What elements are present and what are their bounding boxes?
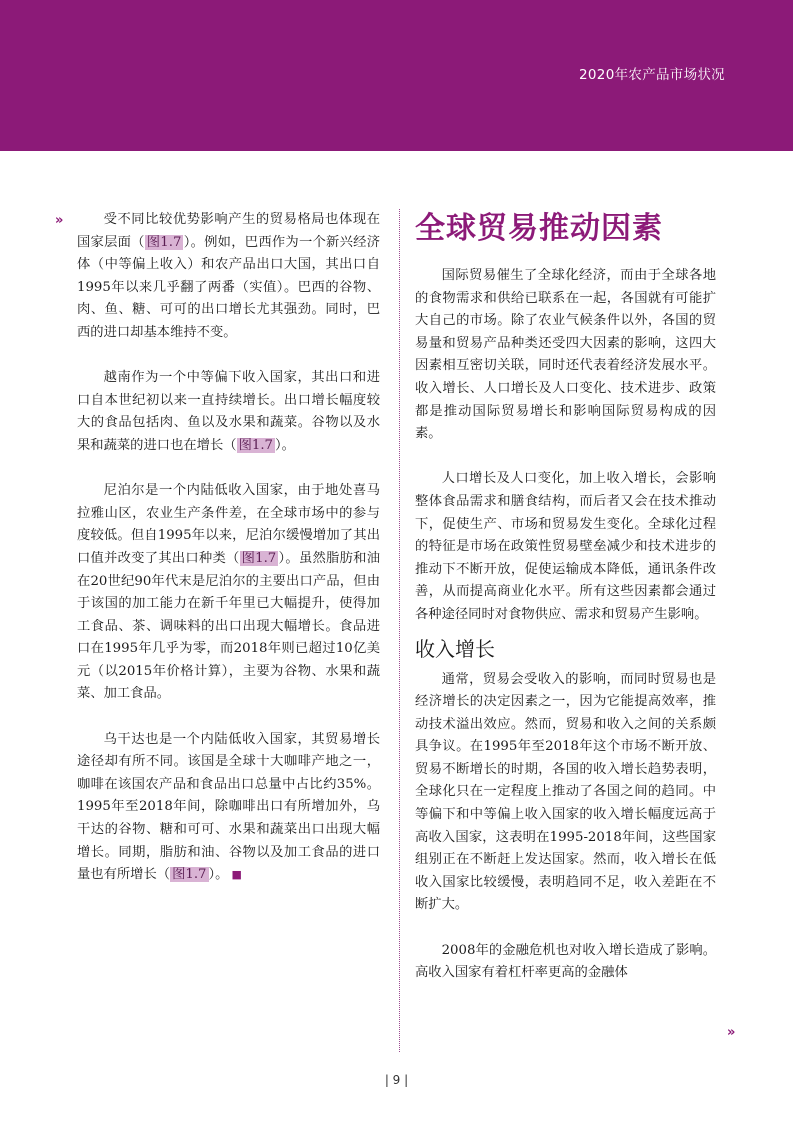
- header-banner: [0, 0, 793, 151]
- figure-ref-link[interactable]: 图1.7: [172, 867, 207, 883]
- paragraph-nepal: 尼泊尔是一个内陆低收入国家，由于地处喜马拉雅山区，农业生产条件差，在全球市场中的参与度较低。但自1995年以来，尼泊尔缓慢增加了其出口值并改变了其出口种类（ 图1.7 ）。虽然脂肪和油在20世纪90年代末是尼泊尔的主要出口产品，但由于该国的加工能力在新千年里已大幅提升，使得加工食品、茶、调味料的出口出现大幅增长。食品进口在1995年几乎为零，而2018年则已超过10亿美元（以2015年价格计算），主要为谷物、水果和蔬菜、加工食品。: [77, 483, 380, 702]
- report-title: 2020年农产品市场状况: [579, 67, 725, 83]
- end-of-section-icon: ■: [231, 868, 242, 882]
- paragraph-financial-crisis: 2008年的金融危机也对收入增长造成了影响。高收入国家有着杠杆率更高的金融体: [415, 942, 716, 981]
- paragraph-trade-drivers: 国际贸易催生了全球化经济，而由于全球各地的食物需求和供给已联系在一起，各国就有可能扩大自己的市场。除了农业气候条件以外，各国的贸易量和贸易产品种类还受四大因素的影响，这四大因素相互密切关联，同时还代表着经济发展水平。收入增长、人口增长及人口变化、技术进步、政策都是推动国际贸易增长和影响国际贸易构成的因素。: [415, 268, 716, 442]
- subsection-heading: 收入增长: [415, 636, 495, 661]
- paragraph-uganda: 乌干达也是一个内陆低收入国家，其贸易增长途径却有所不同。该国是全球十大咖啡产地之一，咖啡在该国农产品和食品出口总量中占比约35%。1995年至2018年间，除咖啡出口有所增加外，乌干达的谷物、糖和可可、水果和蔬菜出口出现大幅增长。同期，脂肪和油、谷物以及加工食品的进口量也有所增长（ 图1.7 ）。 ■: [77, 731, 380, 883]
- paragraph-vietnam: 越南作为一个中等偏下收入国家，其出口和进口自本世纪初以来一直持续增长。出口增长幅度较大的食品包括肉、鱼以及水果和蔬菜。谷物以及水果和蔬菜的进口也在增长（ 图1.7 ）。: [77, 370, 380, 453]
- continues-next-page-icon: »: [727, 1025, 736, 1040]
- figure-ref-link[interactable]: 图1.7: [146, 234, 182, 250]
- figure-ref-link[interactable]: 图1.7: [238, 437, 274, 453]
- column-divider: [399, 209, 400, 1052]
- continued-from-icon: »: [55, 213, 64, 228]
- right-column: [415, 209, 716, 985]
- section-heading: 全球贸易推动因素: [415, 211, 663, 246]
- paragraph-brazil: 受不同比较优势影响产生的贸易格局也体现在国家层面（ 图1.7 ）。例如，巴西作为一个新兴经济体（中等偏上收入）和农产品出口大国，其出口自1995年以来几乎翻了两番（实值）。巴西的谷物、肉、鱼、糖、可可的出口增长尤其强劲。同时，巴西的进口却基本维持不变。: [77, 212, 380, 340]
- paragraph-income: 通常，贸易会受收入的影响，而同时贸易也是经济增长的决定因素之一，因为它能提高效率，推动技术溢出效应。然而，贸易和收入之间的关系颇具争议。在1995年至2018年这个市场不断开放、贸易不断增长的时期，各国的收入增长趋势表明，全球化只在一定程度上推动了各国之间的趋同。中等偏下和中等偏上收入国家的收入增长幅度远高于高收入国家，这表明在1995-2018年间，这些国家组别正在不断赶上发达国家。然而，收入增长在低收入国家比较缓慢，表明趋同不足，收入差距在不断扩大。: [415, 671, 716, 913]
- figure-ref-link[interactable]: 图1.7: [241, 550, 277, 566]
- left-column: [77, 209, 380, 887]
- paragraph-population: 人口增长及人口变化，加上收入增长，会影响整体食品需求和膳食结构，而后者又会在技术推动下，促使生产、市场和贸易发生变化。全球化过程的特征是市场在政策性贸易壁垒减少和技术进步的推动下不断开放，促使运输成本降低，通讯条件改善，从而提高商业化水平。所有这些因素都会通过各种途径同时对食物供应、需求和贸易产生影响。: [415, 471, 716, 622]
- page-number: | 9 |: [384, 1073, 409, 1087]
